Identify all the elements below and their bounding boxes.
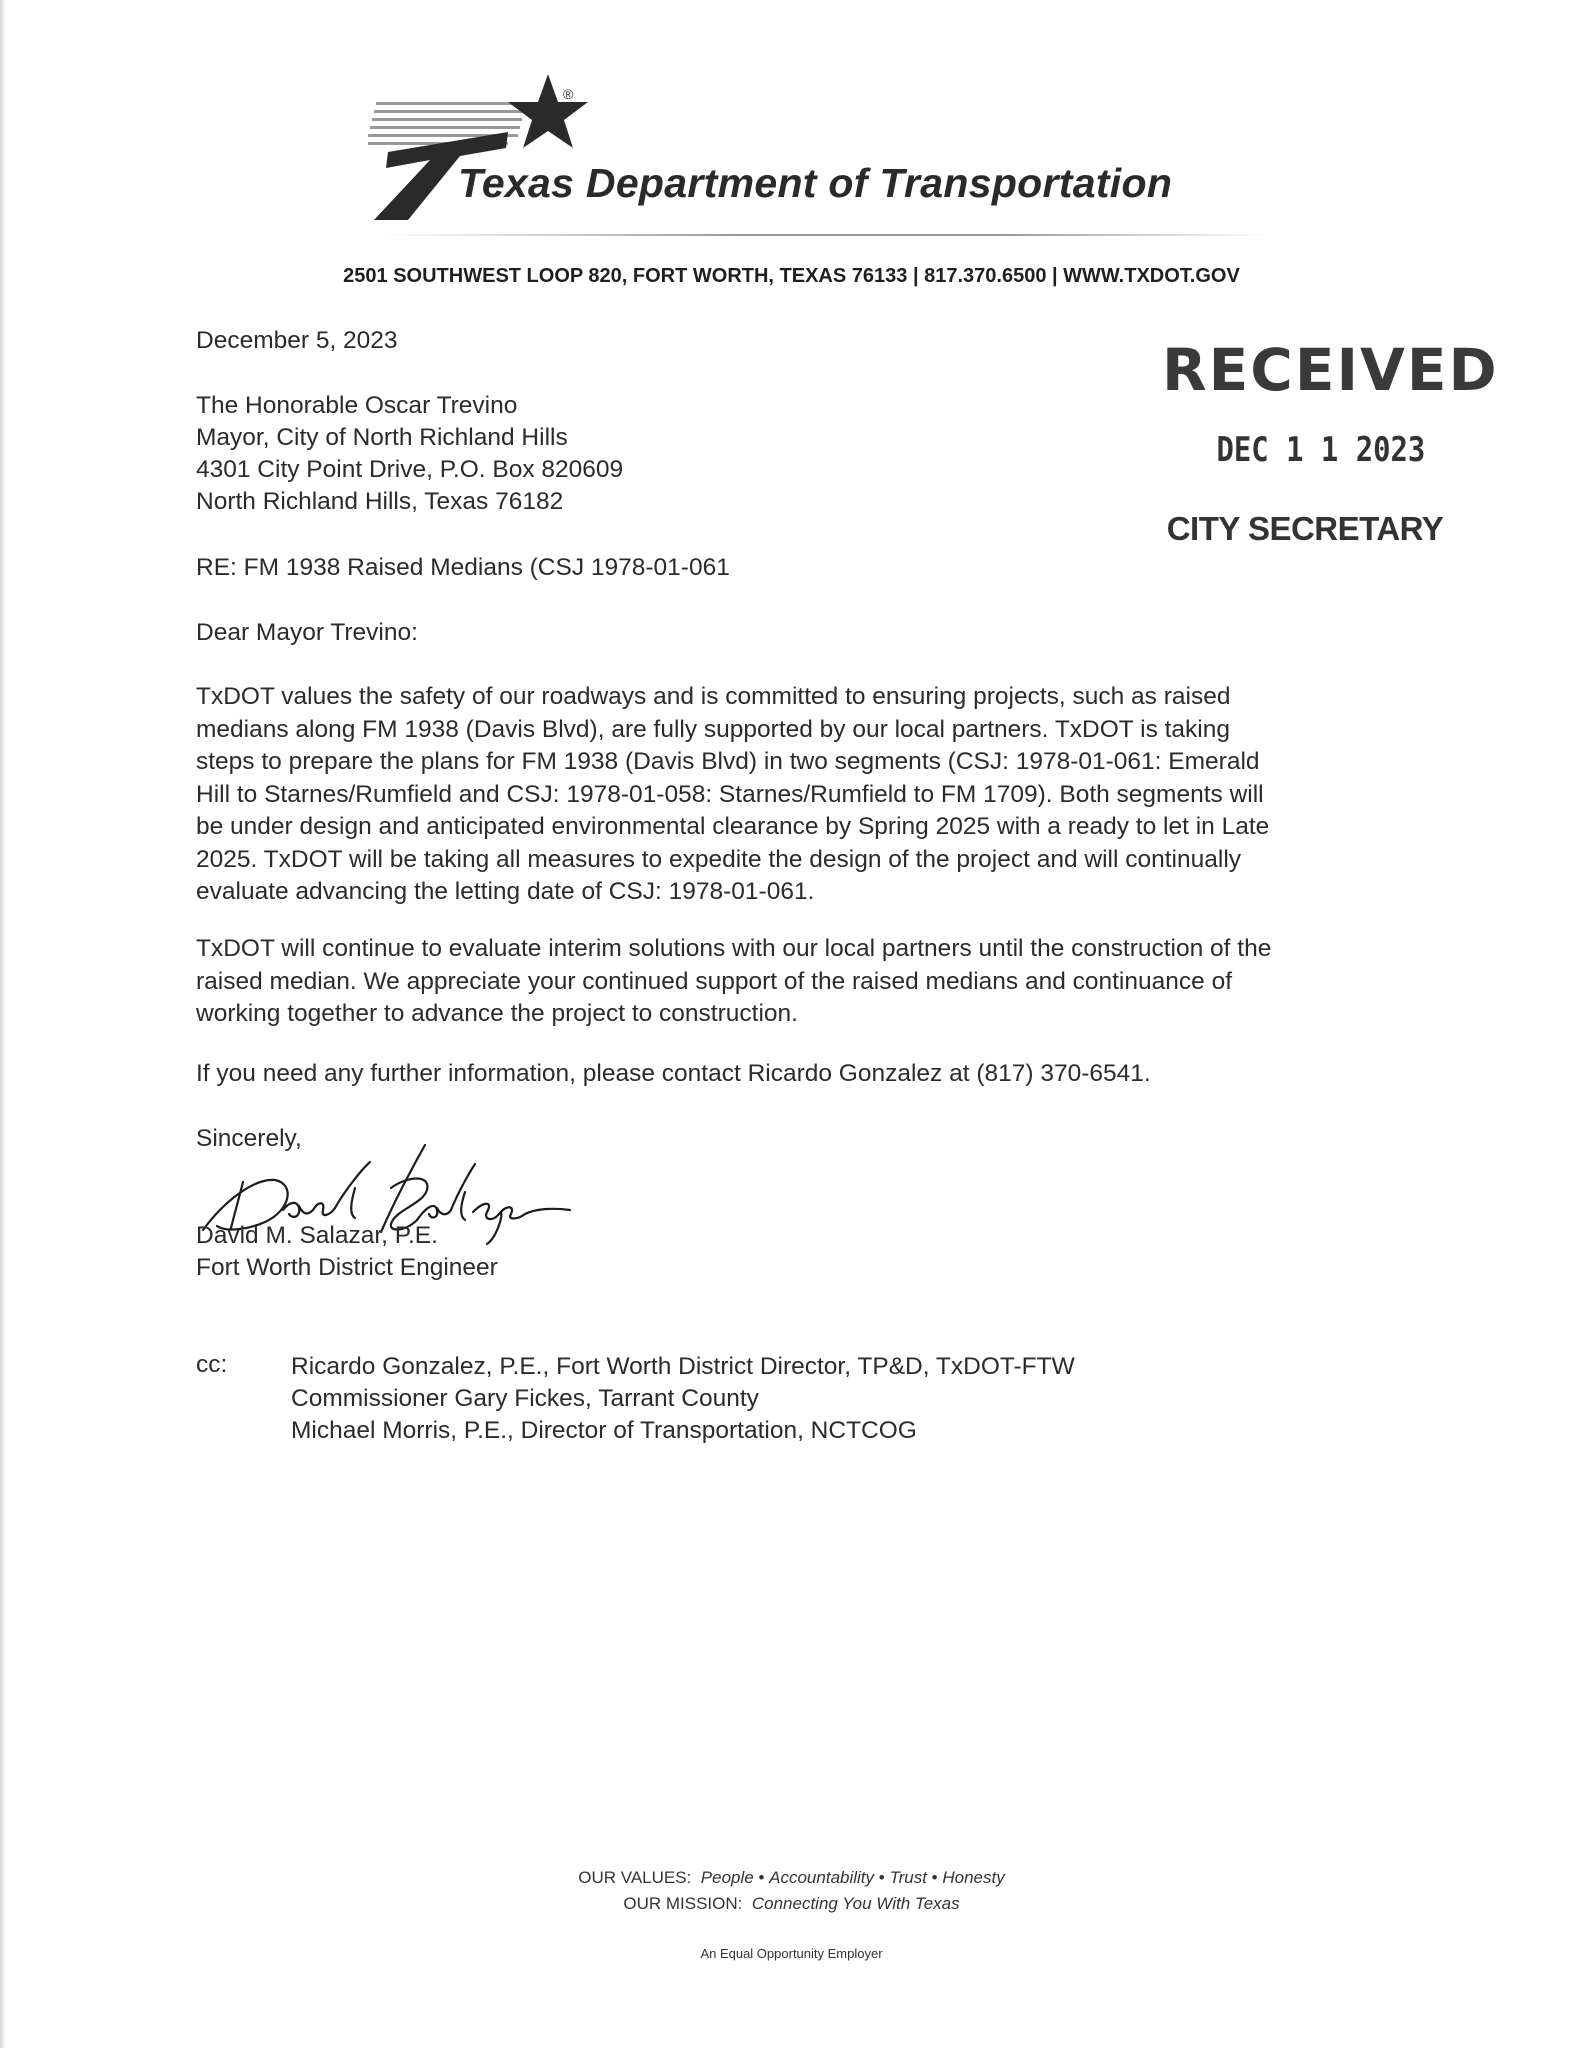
- value-item: People: [700, 1868, 754, 1887]
- letterhead-rule: [380, 234, 1270, 236]
- value-separator: •: [758, 1868, 765, 1887]
- cc-recipient: Ricardo Gonzalez, P.E., Fort Worth District Director, TP&D, TxDOT-FTW: [291, 1353, 1075, 1380]
- paragraph-line: steps to prepare the plans for FM 1938 (Davis Blvd) in two segments (CSJ: 1978-01-061: Emerald: [196, 748, 1260, 775]
- closing: Sincerely,: [196, 1125, 302, 1152]
- stamp-date: DEC 1 1 2023: [1216, 430, 1426, 470]
- cc-list: [291, 1351, 1075, 1447]
- value-separator: •: [878, 1868, 885, 1887]
- paragraph-line: be under design and anticipated environmental clearance by Spring 2025 with a ready to let in Late: [196, 813, 1270, 840]
- cc-label: cc:: [196, 1351, 228, 1378]
- paragraph-line: TxDOT values the safety of our roadways and is committed to ensuring projects, such as raised: [196, 683, 1231, 710]
- paragraph-1: [196, 681, 1426, 909]
- value-item: Accountability: [769, 1868, 875, 1887]
- registered-mark: ®: [563, 86, 574, 102]
- recipient-line: 4301 City Point Drive, P.O. Box 820609: [196, 456, 624, 483]
- paragraph-line: TxDOT will continue to evaluate interim solutions with our local partners until the construction of the: [196, 935, 1272, 962]
- paragraph-2: [196, 933, 1426, 1031]
- paragraph-line: evaluate advancing the letting date of CSJ: 1978-01-061.: [196, 878, 815, 905]
- paragraph-line: Hill to Starnes/Rumfield and CSJ: 1978-01-058: Starnes/Rumfield to FM 1709). Both segments will: [196, 780, 1264, 808]
- mission-text: Connecting You With Texas: [751, 1894, 960, 1913]
- organization-name: Texas Department of Transportation: [458, 160, 1173, 206]
- value-item: Trust: [889, 1868, 927, 1887]
- signer-block: [196, 1220, 498, 1284]
- value-separator: •: [931, 1868, 938, 1887]
- value-item: Honesty: [942, 1868, 1005, 1887]
- scan-edge: [0, 0, 6, 2048]
- recipient-line: North Richland Hills, Texas 76182: [196, 488, 564, 515]
- paragraph-line: raised median. We appreciate your continued support of the raised medians and continuance of: [196, 967, 1232, 995]
- paragraph-line: working together to advance the project to construction.: [196, 1000, 798, 1027]
- recipient-block: [196, 390, 623, 518]
- salutation: Dear Mayor Trevino:: [196, 619, 418, 646]
- stamp-office: CITY SECRETARY: [1166, 510, 1444, 547]
- values-label: OUR VALUES:: [578, 1868, 692, 1887]
- footer-employer: An Equal Opportunity Employer: [700, 1946, 883, 1961]
- letterhead-address: 2501 SOUTHWEST LOOP 820, FORT WORTH, TEXAS 76133 | 817.370.6500 | WWW.TXDOT.GOV: [343, 265, 1240, 287]
- signer-name: David M. Salazar, P.E.: [196, 1222, 438, 1249]
- recipient-line: Mayor, City of North Richland Hills: [196, 424, 568, 451]
- subject-line: RE: FM 1938 Raised Medians (CSJ 1978-01-061: [196, 554, 730, 581]
- cc-recipient: Commissioner Gary Fickes, Tarrant County: [291, 1385, 759, 1412]
- footer-values: [0, 1868, 1583, 1888]
- mission-label: OUR MISSION:: [623, 1894, 743, 1913]
- footer-mission: [0, 1894, 1583, 1914]
- signer-title: Fort Worth District Engineer: [196, 1254, 498, 1281]
- paragraph-line: medians along FM 1938 (Davis Blvd), are fully supported by our local partners. TxDOT is taking: [196, 715, 1231, 743]
- paragraph-3: If you need any further information, please contact Ricardo Gonzalez at (817) 370-6541.: [196, 1060, 1151, 1087]
- stamp-received: RECEIVED: [1162, 336, 1499, 404]
- recipient-line: The Honorable Oscar Trevino: [196, 392, 518, 419]
- paragraph-line: 2025. TxDOT will be taking all measures to expedite the design of the project and will continually: [196, 845, 1242, 873]
- letter-date: December 5, 2023: [196, 327, 398, 354]
- cc-recipient: Michael Morris, P.E., Director of Transportation, NCTCOG: [291, 1417, 917, 1444]
